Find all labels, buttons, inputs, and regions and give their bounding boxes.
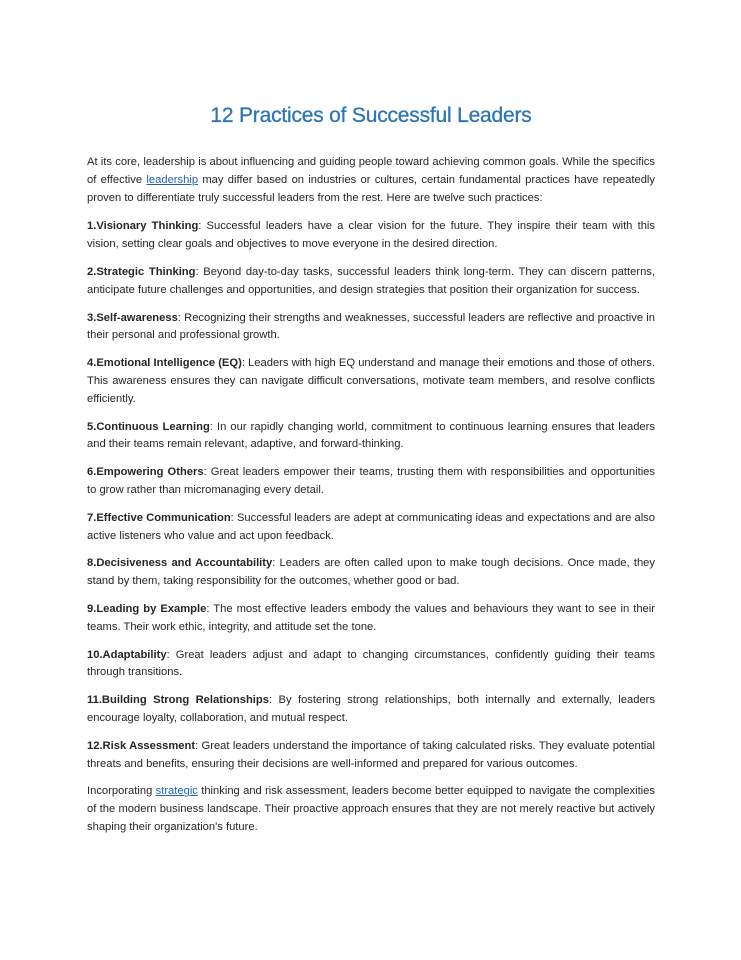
practice-text: : By fostering strong relationships, both internally and externally, leaders encourage loyalty, collaboration, and mutual respect. — [87, 694, 655, 724]
intro-text-before-link: At its core, leadership is about influencing and guiding people toward achieving common goals. While the specifics of effective — [87, 156, 655, 186]
practice-term: 9.Leading by Example — [87, 602, 207, 615]
practice-item-9 — [87, 601, 655, 637]
practice-item-10 — [87, 647, 655, 683]
practice-item-12 — [87, 738, 655, 774]
practice-term: 8.Decisiveness and Accountability — [87, 557, 273, 570]
practice-text: : Great leaders adjust and adapt to changing circumstances, confidently guiding their teams through transitions. — [87, 648, 655, 679]
practice-term: 11.Building Strong Relationships — [87, 694, 269, 707]
practice-term: 2.Strategic Thinking — [87, 265, 196, 278]
practice-item-1 — [87, 218, 655, 254]
page-title: 12 Practices of Successful Leaders — [210, 104, 532, 127]
practice-item-11 — [87, 692, 655, 728]
practice-text: : Great leaders empower their teams, trusting them with responsibilities and opportunities to grow rather than micromanaging every detail. — [87, 466, 655, 496]
practice-text: : Successful leaders have a clear vision for the future. They inspire their team with this vision, setting clear goals and objectives to move everyone in the desired direction. — [87, 220, 655, 251]
practice-term: 7.Effective Communication — [87, 511, 231, 524]
leadership-link[interactable]: leadership — [146, 173, 199, 186]
practice-item-6 — [87, 464, 655, 500]
practice-text: : Beyond day-to-day tasks, successful leaders think long-term. They can discern patterns, anticipate future challenges and opportunities, and design strategies that position their organization for success. — [87, 265, 655, 296]
practice-text: : The most effective leaders embody the values and behaviours they want to see in their teams. Their work ethic, integrity, and attitude set the tone. — [87, 602, 655, 633]
practice-term: 5.Continuous Learning — [87, 420, 210, 433]
practice-term: 12.Risk Assessment — [87, 739, 196, 752]
practice-text: : Leaders are often called upon to make tough decisions. Once made, they stand by them, taking responsibility for the outcomes, whether good or bad. — [87, 557, 655, 588]
intro-paragraph — [87, 154, 655, 207]
practice-item-4 — [87, 355, 655, 408]
practice-term: 1.Visionary Thinking — [87, 220, 199, 233]
intro-text-after-link: may differ based on industries or cultures, certain fundamental practices have repeatedly proven to differentiate truly successful leaders from the rest. Here are twelve such practices: — [87, 173, 656, 204]
practice-item-5 — [87, 419, 655, 455]
practice-text: : Great leaders understand the importance of taking calculated risks. They evaluate potential threats and benefits, ensuring their decisions are well-informed and prepared for various outcomes. — [87, 739, 655, 770]
practice-text: : In our rapidly changing world, commitment to continuous learning ensures that leaders and their teams remain relevant, adaptive, and forward-thinking. — [87, 420, 655, 451]
practice-text: : Leaders with high EQ understand and manage their emotions and those of others. This awareness ensures they can navigate difficult conversations, motivate team members, and resolve conflicts efficiently. — [87, 357, 655, 405]
conclusion-text-before-link: Incorporating — [87, 785, 156, 798]
conclusion-text-after-link: thinking and risk assessment, leaders become better equipped to navigate the complexities of the modern business landscape. Their proactive approach ensures that they are not merely reactive but actively shaping their organization's future. — [87, 785, 655, 833]
practice-term: 3.Self-awareness — [87, 311, 178, 324]
practice-item-7 — [87, 510, 655, 546]
practice-term: 4.Emotional Intelligence (EQ) — [87, 357, 242, 370]
strategic-link[interactable]: strategic — [155, 785, 198, 798]
practice-term: 10.Adaptability — [87, 648, 167, 661]
practice-text: : Successful leaders are adept at communicating ideas and expectations and are also active listeners who value and act upon feedback. — [87, 511, 655, 542]
practice-item-3 — [87, 310, 655, 346]
practice-item-2 — [87, 264, 655, 300]
practice-text: : Recognizing their strengths and weaknesses, successful leaders are reflective and proactive in their personal and professional growth. — [87, 311, 655, 342]
practice-item-8 — [87, 555, 655, 591]
practice-term: 6.Empowering Others — [87, 466, 204, 479]
conclusion-paragraph — [87, 783, 655, 836]
